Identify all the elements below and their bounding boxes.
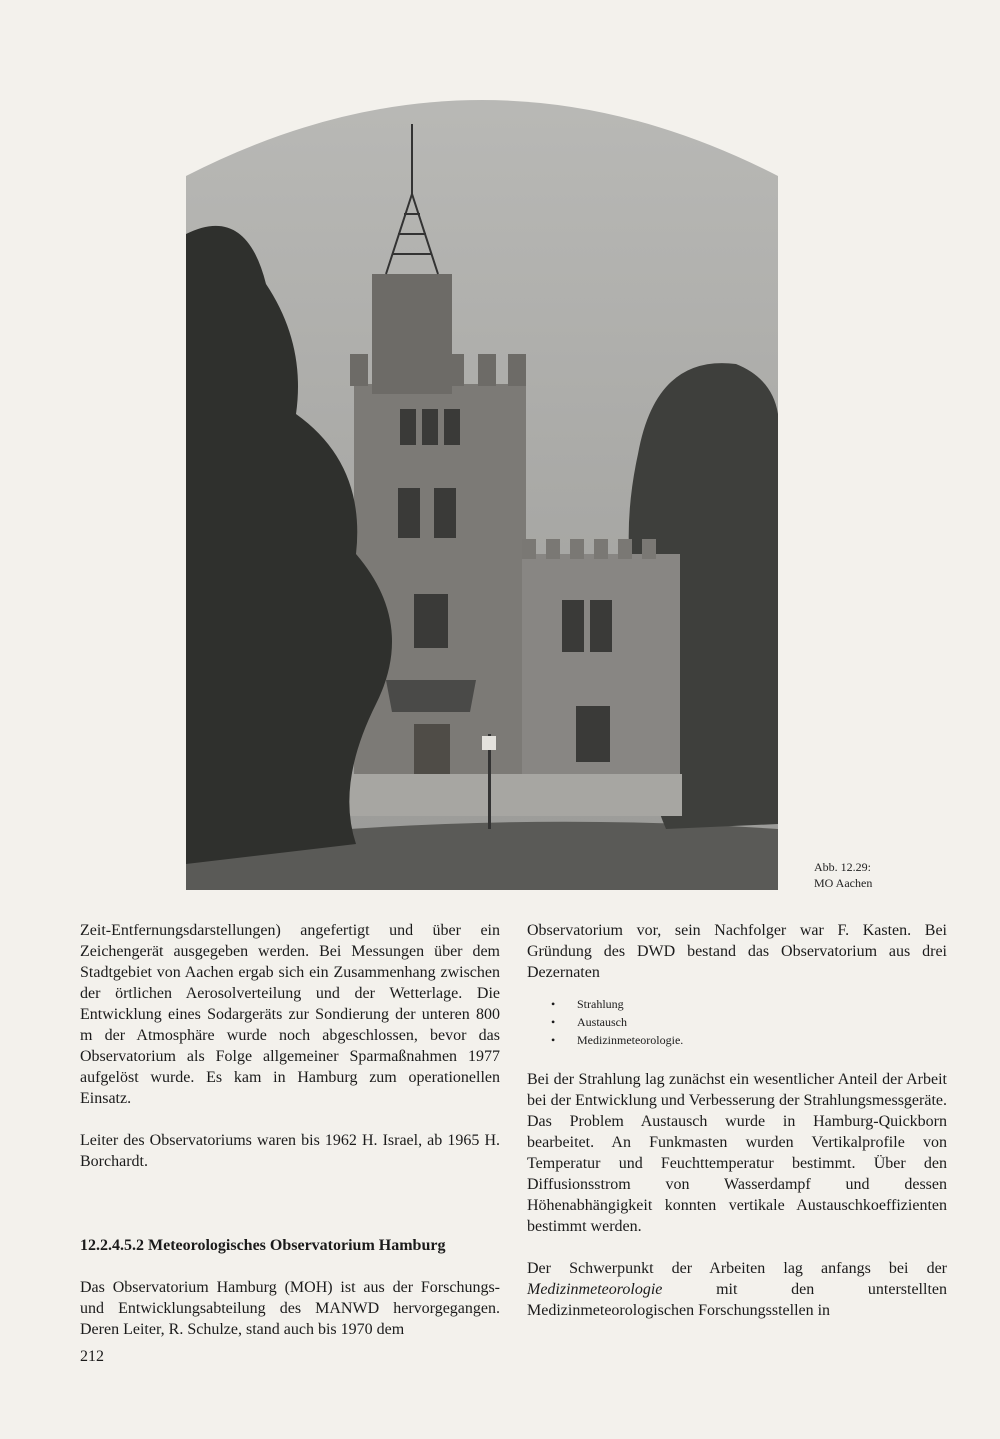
left-paragraph-1: Zeit-Entfernungsdarstellungen) angefertigt und über ein Zeichengerät ausgegeben werden. Bei Messungen über dem Stadtgebiet von Aachen ergab sich ein Zusammenhang zwischen der örtlichen Aerosolverteilung und der Wetterlage. Die Entwicklung eines Sodargeräts zur Sondierung der unteren 800 m der Atmosphäre wurde noch abgeschlossen, bevor das Observatorium als Folge allgemeiner Sparmaßnahmen 1977 aufgelöst wurde. Es kam in Hamburg zum operationellen Einsatz. [80,922,500,1107]
observatory-photo [186,84,778,890]
emphasis-term: Medizinmeteorologie [527,1281,663,1298]
paragraph-3-end: mit den unterstellten Medizinmeteorologischen Forschungsstellen in [527,1281,947,1319]
right-column [527,920,947,1321]
left-paragraph-3: Das Observatorium Hamburg (MOH) ist aus der Forschungs- und Entwicklungsabteilung des MANWD hervorgegangen. Deren Leiter, R. Schulze, stand auch bis 1970 dem [80,1279,500,1338]
list-item: • Medizinmeteorologie. [527,1031,947,1049]
right-paragraph-2: Bei der Strahlung lag zunächst ein wesentlicher Anteil der Arbeit bei der Entwicklung und Verbesserung der Strahlungsmessgeräte. Das Problem Austausch wurde in Hamburg-Quickborn bearbeitet. An Funkmasten wurden Vertikalprofile von Temperatur und Feuchttemperatur bestimmt. Über den Diffusionsstrom von Wasserdampf und dessen Höhenabhängigkeit konnten vertikale Austauschkoeffizienten bestimmt werden. [527,1071,947,1235]
dezernate-list [527,995,947,1049]
paragraph-3-start: Der Schwerpunkt der Arbeiten lag anfangs bei der [527,1260,947,1277]
list-item: • Austausch [527,1013,947,1031]
figure-caption [814,859,872,891]
right-paragraph-3 [527,1258,947,1321]
left-paragraph-2: Leiter des Observatoriums waren bis 1962 H. Israel, ab 1965 H. Borchardt. [80,1132,500,1170]
page-number: 212 [80,1348,104,1365]
right-paragraph-1: Observatorium vor, sein Nachfolger war F. Kasten. Bei Gründung des DWD bestand das Observatorium aus drei Dezernaten [527,922,947,981]
left-column [80,920,500,1340]
section-heading: 12.2.4.5.2 Meteorologisches Observatorium Hamburg [80,1237,446,1254]
caption-figure-title: MO Aachen [814,876,873,890]
list-item: • Strahlung [527,995,947,1013]
caption-figure-number: Abb. 12.29: [814,860,871,874]
